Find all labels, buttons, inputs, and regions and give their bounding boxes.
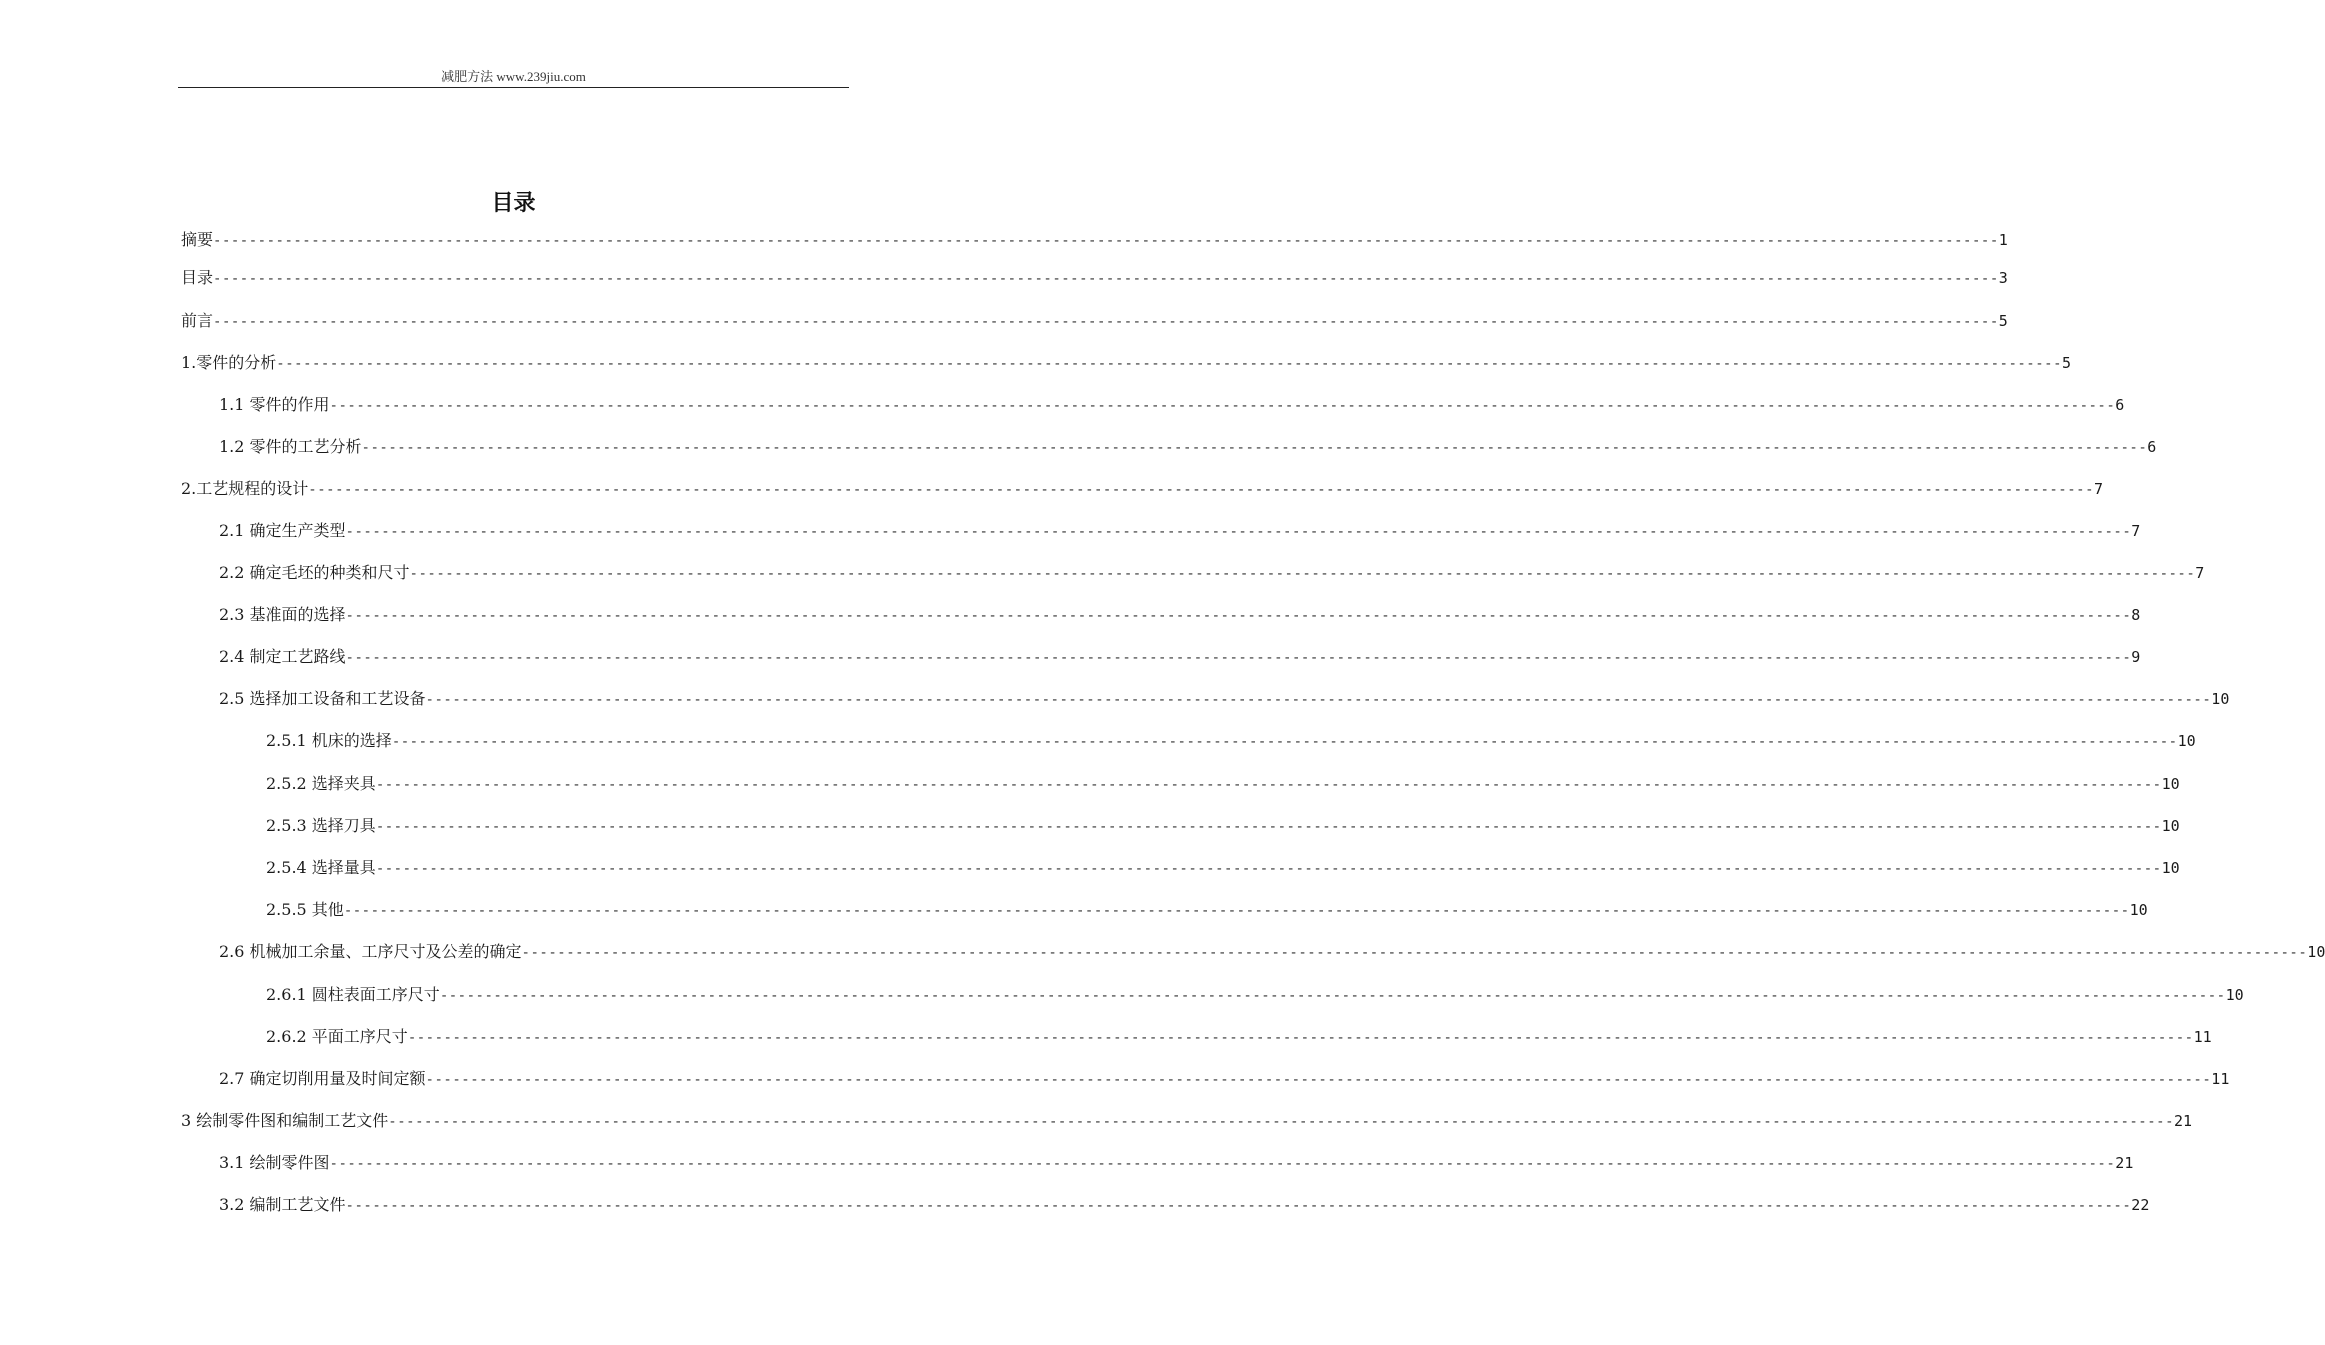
toc-dot-leader: --------------------------------------------------------------------------------------------------------------------------------------------------------------------------------------------------------: [425, 692, 2212, 708]
toc-entry-label: 摘要: [181, 230, 214, 249]
toc-entry-label: 2.2 确定毛坯的种类和尺寸: [219, 563, 410, 582]
toc-dot-leader: --------------------------------------------------------------------------------------------------------------------------------------------------------------------------------------------------------: [213, 271, 1999, 287]
toc-dot-leader: --------------------------------------------------------------------------------------------------------------------------------------------------------------------------------------------------------: [345, 524, 2132, 540]
toc-entry-page: 3: [1998, 269, 2008, 287]
toc-entry[interactable]: [219, 392, 2125, 416]
toc-entry-label: 2.5.3 选择刀具: [266, 816, 376, 835]
toc-entry[interactable]: [219, 1150, 2134, 1174]
toc-entry[interactable]: [181, 1108, 2193, 1132]
toc-entry[interactable]: [181, 350, 2072, 374]
toc-entry-label: 1.2 零件的工艺分析: [219, 437, 362, 456]
toc-dot-leader: --------------------------------------------------------------------------------------------------------------------------------------------------------------------------------------------------------: [345, 1198, 2132, 1214]
toc-entry-page: 6: [2147, 438, 2157, 456]
toc-dot-leader: --------------------------------------------------------------------------------------------------------------------------------------------------------------------------------------------------------: [391, 734, 2178, 750]
toc-dot-leader: --------------------------------------------------------------------------------------------------------------------------------------------------------------------------------------------------------: [521, 945, 2308, 961]
toc-entry-page: 5: [1998, 312, 2008, 330]
toc-entry-label: 2.5.5 其他: [266, 900, 344, 919]
toc-entry-page: 8: [2131, 606, 2141, 624]
page-title: 目录: [491, 191, 536, 216]
toc-dot-leader: --------------------------------------------------------------------------------------------------------------------------------------------------------------------------------------------------------: [276, 356, 2063, 372]
toc-entry-page: 5: [2062, 354, 2072, 372]
toc-entry[interactable]: [266, 771, 2180, 795]
toc-dot-leader: --------------------------------------------------------------------------------------------------------------------------------------------------------------------------------------------------------: [343, 903, 2130, 919]
toc-entry[interactable]: [219, 939, 2325, 963]
toc-dot-leader: --------------------------------------------------------------------------------------------------------------------------------------------------------------------------------------------------------: [375, 861, 2162, 877]
toc-dot-leader: --------------------------------------------------------------------------------------------------------------------------------------------------------------------------------------------------------: [425, 1072, 2212, 1088]
toc-entry[interactable]: [266, 982, 2244, 1006]
toc-entry-page: 6: [2115, 396, 2125, 414]
toc-entry[interactable]: [266, 897, 2148, 921]
toc-entry[interactable]: [219, 560, 2205, 584]
toc-dot-leader: --------------------------------------------------------------------------------------------------------------------------------------------------------------------------------------------------------: [388, 1114, 2175, 1130]
toc-entry-page: 7: [2195, 564, 2205, 582]
toc-entry-label: 2.4 制定工艺路线: [219, 647, 346, 666]
toc-dot-leader: --------------------------------------------------------------------------------------------------------------------------------------------------------------------------------------------------------: [361, 440, 2148, 456]
toc-entry[interactable]: [266, 1024, 2212, 1048]
toc-entry[interactable]: [219, 644, 2141, 668]
toc-entry[interactable]: [266, 728, 2196, 752]
toc-entry-page: 1: [1998, 231, 2008, 249]
toc-entry-label: 2.5.4 选择量具: [266, 858, 376, 877]
toc-entry-label: 2.工艺规程的设计: [181, 479, 309, 498]
toc-entry[interactable]: [219, 686, 2230, 710]
toc-entry-label: 3.1 绘制零件图: [219, 1153, 330, 1172]
toc-entry-label: 1.1 零件的作用: [219, 395, 330, 414]
toc-entry-label: 2.6 机械加工余量、工序尺寸及公差的确定: [219, 942, 522, 961]
toc-entry[interactable]: [219, 518, 2141, 542]
toc-entry-label: 2.1 确定生产类型: [219, 521, 346, 540]
toc-entry[interactable]: [266, 855, 2180, 879]
toc-entry-page: 7: [2131, 522, 2141, 540]
toc-dot-leader: --------------------------------------------------------------------------------------------------------------------------------------------------------------------------------------------------------: [407, 1030, 2194, 1046]
toc-entry[interactable]: [181, 265, 2008, 289]
toc-entry-page: 10: [2307, 943, 2325, 961]
toc-entry-page: 7: [2094, 480, 2104, 498]
toc-entry[interactable]: [219, 602, 2141, 626]
toc-entry[interactable]: [181, 476, 2104, 500]
toc-entry-label: 2.5 选择加工设备和工艺设备: [219, 689, 426, 708]
toc-dot-leader: --------------------------------------------------------------------------------------------------------------------------------------------------------------------------------------------------------: [213, 233, 1999, 249]
toc-dot-leader: --------------------------------------------------------------------------------------------------------------------------------------------------------------------------------------------------------: [345, 650, 2132, 666]
toc-dot-leader: --------------------------------------------------------------------------------------------------------------------------------------------------------------------------------------------------------: [375, 777, 2162, 793]
toc-entry-label: 前言: [181, 311, 214, 330]
toc-entry-label: 2.3 基准面的选择: [219, 605, 346, 624]
toc-entry-page: 21: [2174, 1112, 2193, 1130]
toc-entry-page: 10: [2161, 859, 2180, 877]
toc-dot-leader: --------------------------------------------------------------------------------------------------------------------------------------------------------------------------------------------------------: [345, 608, 2132, 624]
toc-entry-label: 目录: [181, 268, 214, 287]
toc-entry-label: 2.5.2 选择夹具: [266, 774, 376, 793]
toc-dot-leader: --------------------------------------------------------------------------------------------------------------------------------------------------------------------------------------------------------: [308, 482, 2095, 498]
toc-entry-label: 2.6.1 圆柱表面工序尺寸: [266, 985, 440, 1004]
toc-entry-page: 11: [2193, 1028, 2212, 1046]
toc-entry-page: 10: [2211, 690, 2230, 708]
toc-entry-label: 3 绘制零件图和编制工艺文件: [181, 1111, 389, 1130]
toc-dot-leader: --------------------------------------------------------------------------------------------------------------------------------------------------------------------------------------------------------: [439, 988, 2226, 1004]
toc-entry-page: 10: [2177, 732, 2196, 750]
toc-entry-label: 1.零件的分析: [181, 353, 277, 372]
toc-entry[interactable]: [219, 434, 2157, 458]
toc-entry-page: 22: [2131, 1196, 2150, 1214]
toc-entry-page: 9: [2131, 648, 2141, 666]
toc-entry-label: 3.2 编制工艺文件: [219, 1195, 346, 1214]
toc-entry[interactable]: [219, 1066, 2230, 1090]
toc-entry-label: 2.5.1 机床的选择: [266, 731, 392, 750]
toc-dot-leader: --------------------------------------------------------------------------------------------------------------------------------------------------------------------------------------------------------: [213, 314, 1999, 330]
page-header: 减肥方法 www.239jiu.com: [441, 69, 586, 84]
toc-dot-leader: --------------------------------------------------------------------------------------------------------------------------------------------------------------------------------------------------------: [375, 819, 2162, 835]
toc-entry-page: 10: [2225, 986, 2244, 1004]
toc-entry-page: 21: [2115, 1154, 2134, 1172]
toc-dot-leader: --------------------------------------------------------------------------------------------------------------------------------------------------------------------------------------------------------: [329, 1156, 2116, 1172]
toc-entry[interactable]: [181, 308, 2008, 332]
toc-dot-leader: --------------------------------------------------------------------------------------------------------------------------------------------------------------------------------------------------------: [409, 566, 2196, 582]
toc-entry-page: 10: [2161, 775, 2180, 793]
toc-entry-label: 2.7 确定切削用量及时间定额: [219, 1069, 426, 1088]
toc-entry-page: 10: [2161, 817, 2180, 835]
toc-entry[interactable]: [266, 813, 2180, 837]
toc-entry-label: 2.6.2 平面工序尺寸: [266, 1027, 408, 1046]
toc-dot-leader: --------------------------------------------------------------------------------------------------------------------------------------------------------------------------------------------------------: [329, 398, 2116, 414]
toc-entry-page: 11: [2211, 1070, 2230, 1088]
toc-entry[interactable]: [219, 1192, 2150, 1216]
toc-entry[interactable]: [181, 227, 2008, 251]
toc-entry-page: 10: [2129, 901, 2148, 919]
